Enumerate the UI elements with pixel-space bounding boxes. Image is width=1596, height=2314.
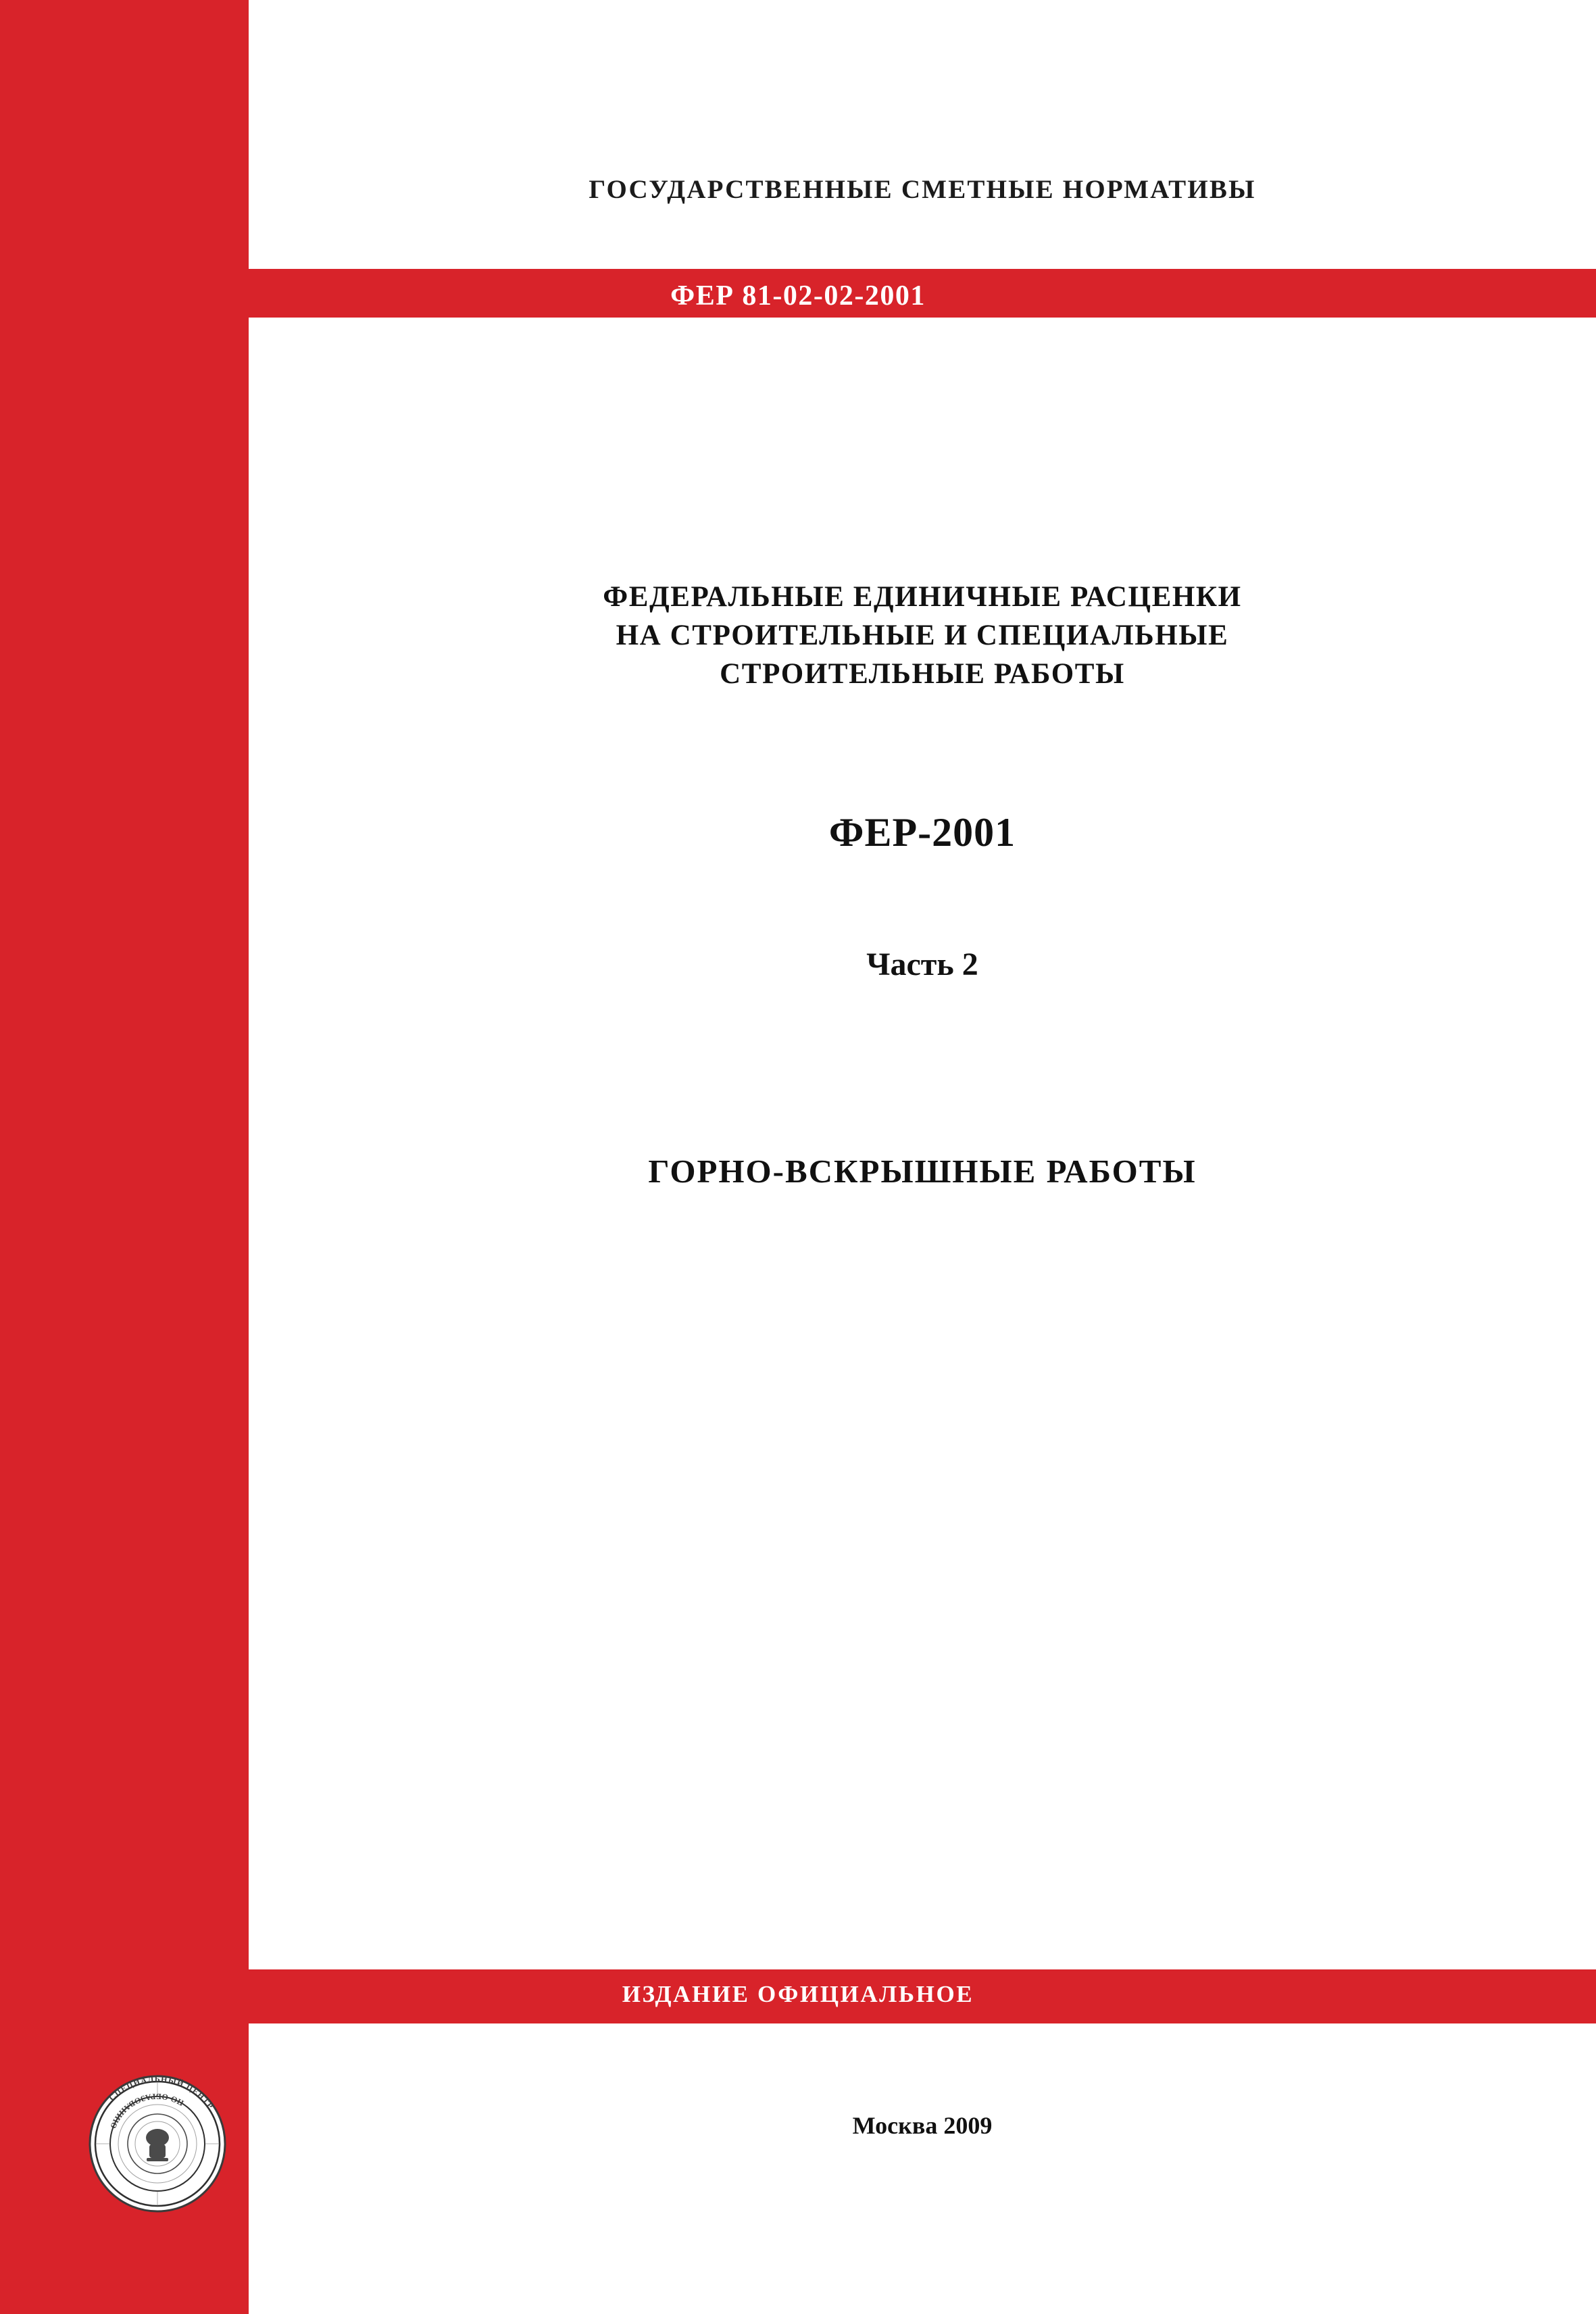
document-short-code: ФЕР-2001 — [828, 810, 1016, 855]
red-block-top-left — [0, 0, 249, 269]
publisher-seal-icon — [80, 2066, 235, 2221]
imprint-city-year: Москва 2009 — [852, 2112, 993, 2139]
svg-text:ПО ОБРАЗОВАНИЮ: ПО ОБРАЗОВАНИЮ — [107, 2091, 186, 2131]
main-title-line-2: НА СТРОИТЕЛЬНЫЕ И СПЕЦИАЛЬНЫЕ — [616, 620, 1229, 651]
document-code-band: ФЕР 81-02-02-2001 — [670, 280, 926, 311]
main-title — [249, 578, 1596, 693]
official-edition-band: ИЗДАНИЕ ОФИЦИАЛЬНОЕ — [622, 1981, 974, 2007]
main-title-line-3: СТРОИТЕЛЬНЫЕ РАБОТЫ — [720, 658, 1125, 690]
main-title-line-1: ФЕДЕРАЛЬНЫЕ ЕДИНИЧНЫЕ РАСЦЕНКИ — [603, 581, 1242, 613]
header-state-norms: ГОСУДАРСТВЕННЫЕ СМЕТНЫЕ НОРМАТИВЫ — [589, 175, 1256, 204]
svg-text:СПЕЦИАЛЬНЫЙ ЦЕНТР: СПЕЦИАЛЬНЫЙ ЦЕНТР — [107, 2073, 216, 2111]
part-label: Часть 2 — [866, 947, 978, 982]
subject-title: ГОРНО-ВСКРЫШНЫЕ РАБОТЫ — [648, 1153, 1197, 1190]
red-block-left-column — [0, 318, 249, 1969]
